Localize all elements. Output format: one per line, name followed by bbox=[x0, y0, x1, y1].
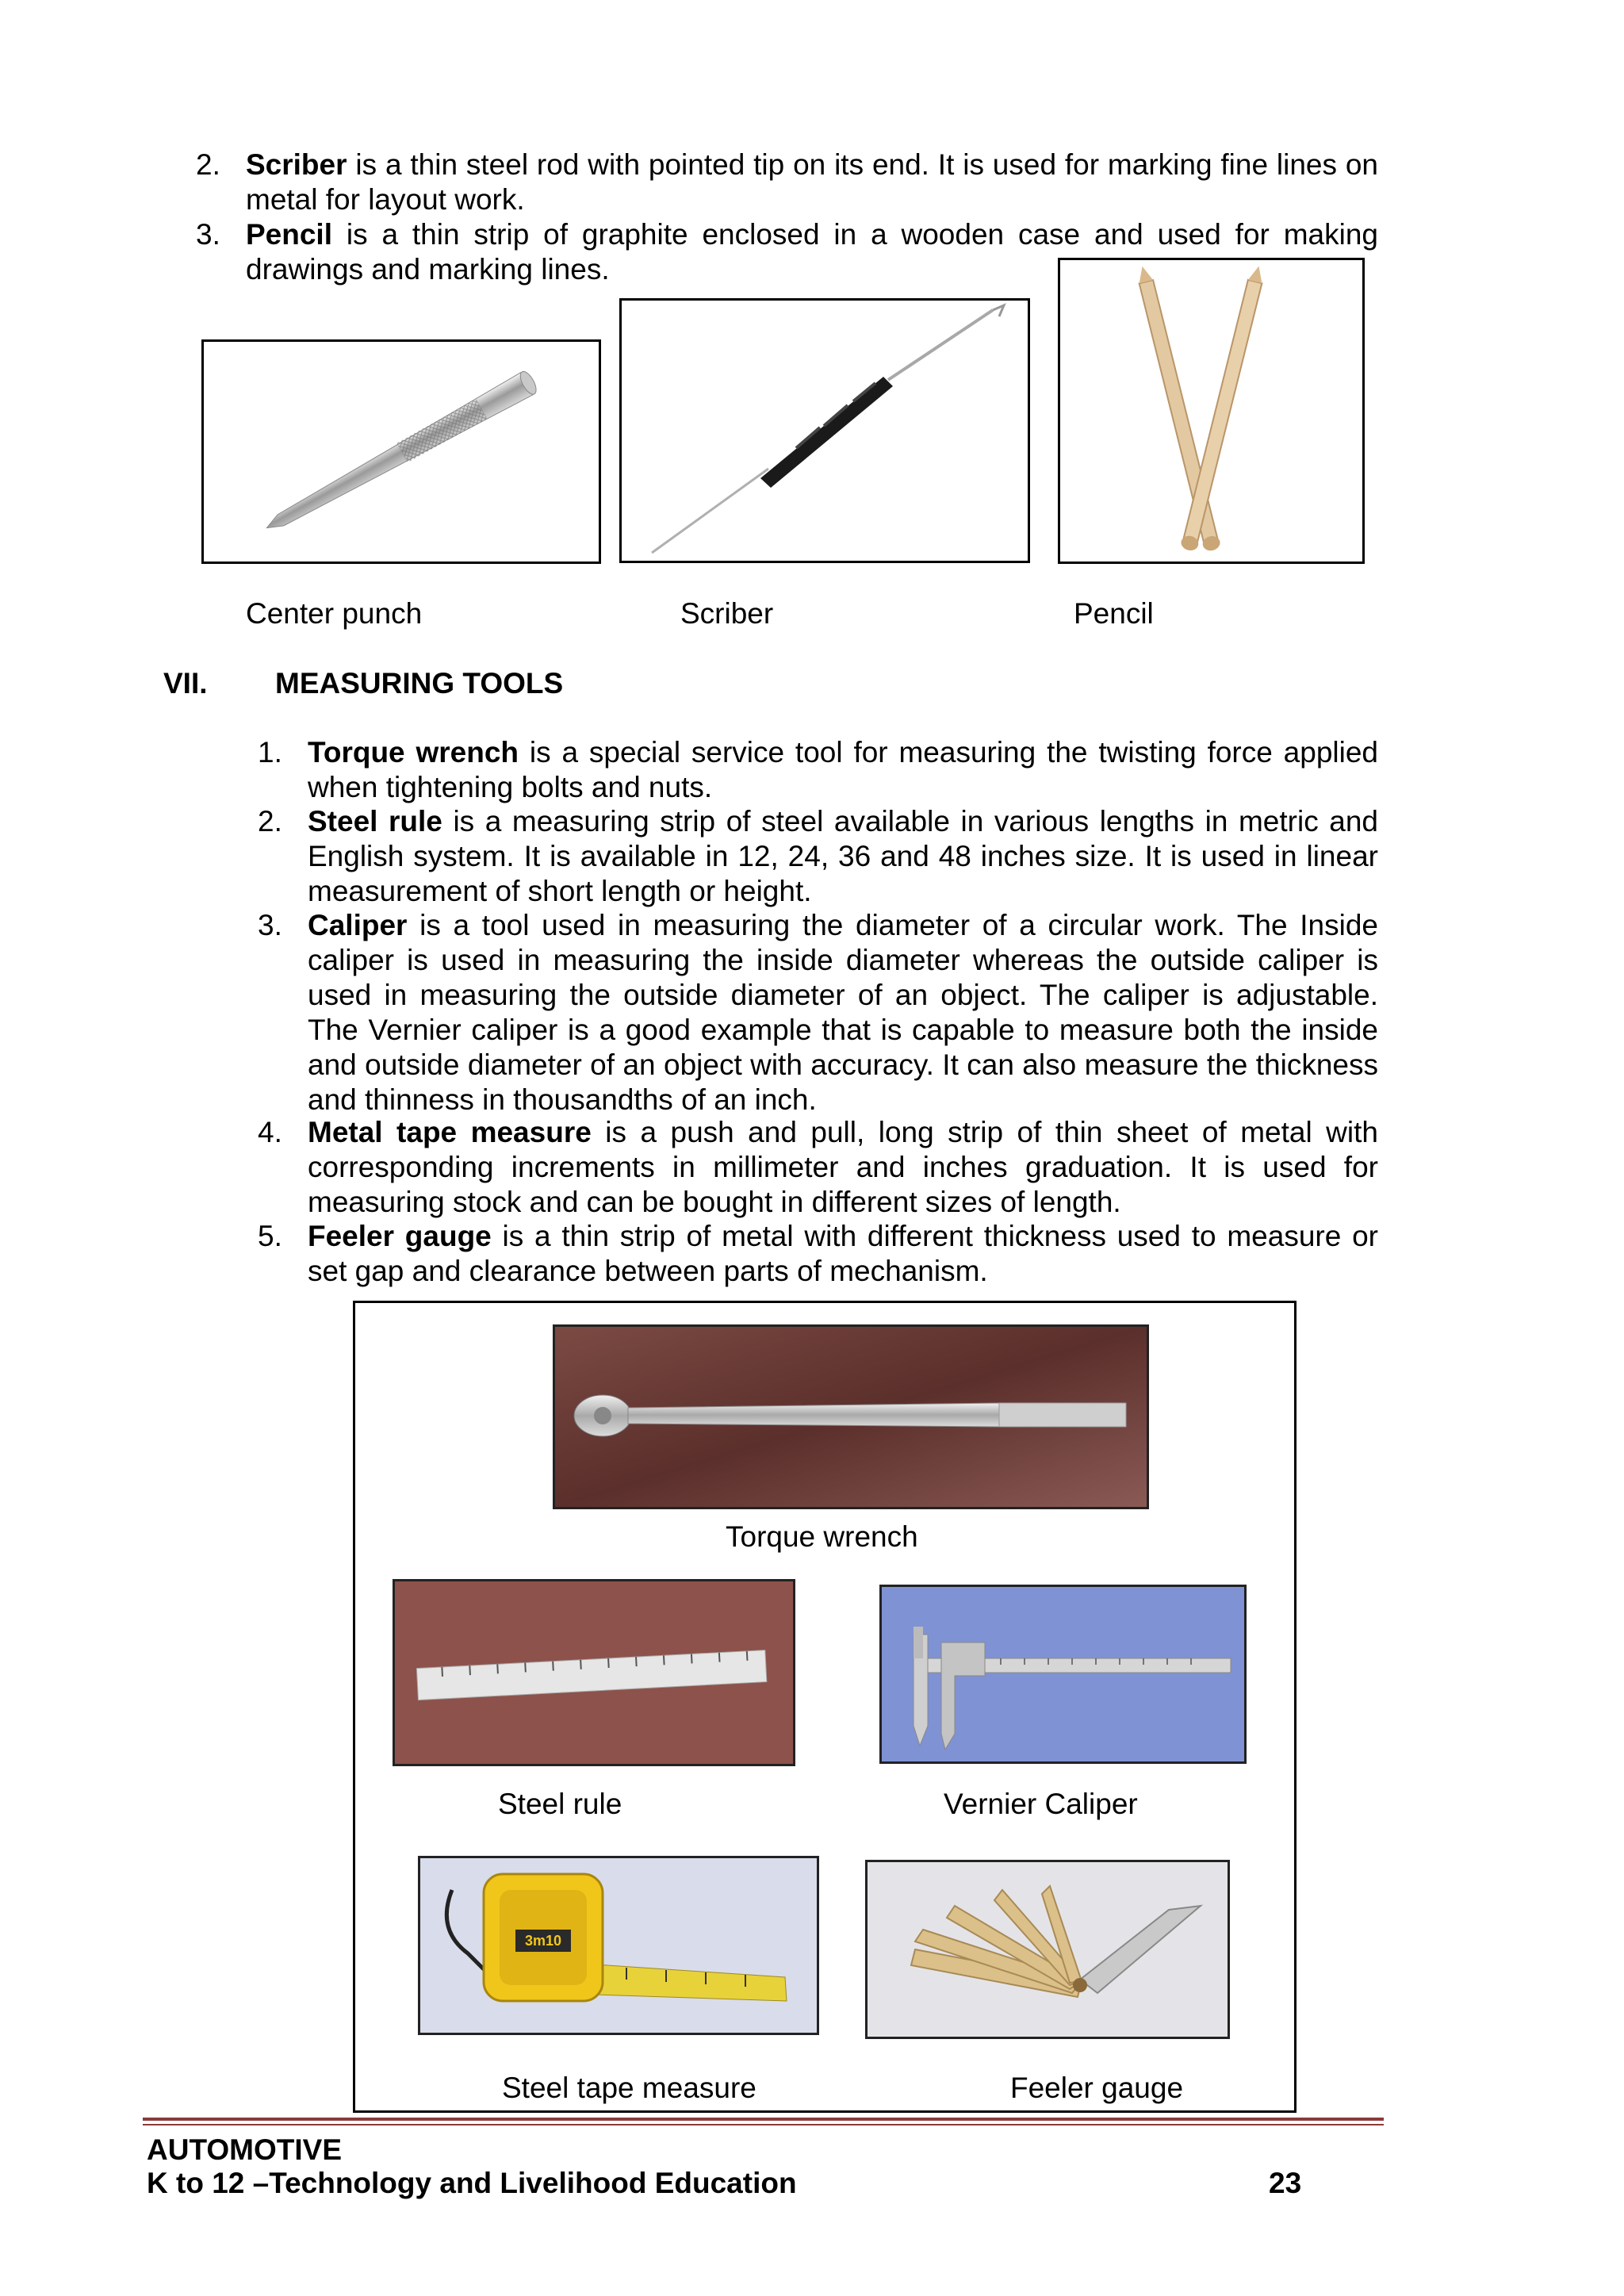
caption-steel-rule: Steel rule bbox=[498, 1788, 622, 1820]
footer-course: K to 12 –Technology and Livelihood Education bbox=[147, 2167, 797, 2199]
steel-rule-image bbox=[393, 1579, 795, 1766]
definition-metal-tape-measure: is a push and pull, long strip of thin sheet of metal with corresponding increments in millimeter and inches graduation. It is used for measuring stock and can be bought in different sizes of length. bbox=[308, 1116, 1378, 1218]
tape-brand-label: 3m10 bbox=[524, 1933, 562, 1949]
list-item-scriber bbox=[246, 148, 1378, 217]
definition-feeler-gauge: is a thin strip of metal with different thickness used to measure or set gap and clearance between parts of mechanism. bbox=[308, 1220, 1378, 1287]
center-punch-image bbox=[201, 339, 601, 564]
list-number: 3. bbox=[258, 909, 282, 941]
list-number: 1. bbox=[258, 736, 282, 769]
list-item-feeler-gauge bbox=[308, 1219, 1378, 1289]
term-torque-wrench: Torque wrench bbox=[308, 736, 519, 769]
caption-center-punch: Center punch bbox=[246, 597, 423, 630]
term-steel-rule: Steel rule bbox=[308, 805, 442, 838]
definition-scriber: is a thin steel rod with pointed tip on its end. It is used for marking fine lines on metal for layout work. bbox=[246, 148, 1378, 216]
caption-pencil: Pencil bbox=[1074, 597, 1154, 630]
definition-caliper: is a tool used in measuring the diameter of a circular work. The Inside caliper is used in measuring the inside diameter whereas the outside caliper is used in measuring the outside diameter of an object. The caliper is adjustable. The Vernier caliper is a good example that is capable to measure both the inside and outside diameter of an object with accuracy. It can also measure the thickness and thinness in thousandths of an inch. bbox=[308, 909, 1378, 1116]
list-number: 4. bbox=[258, 1116, 282, 1148]
list-item-metal-tape-measure bbox=[308, 1115, 1378, 1220]
feeler-gauge-image bbox=[865, 1860, 1230, 2039]
term-feeler-gauge: Feeler gauge bbox=[308, 1220, 492, 1252]
definition-pencil: is a thin strip of graphite enclosed in a wooden case and used for making drawings and marking lines. bbox=[246, 218, 1378, 286]
list-number: 2. bbox=[196, 148, 220, 181]
footer-rule-bottom bbox=[143, 2124, 1384, 2125]
term-metal-tape-measure: Metal tape measure bbox=[308, 1116, 592, 1148]
term-caliper: Caliper bbox=[308, 909, 408, 941]
pencil-image bbox=[1058, 258, 1365, 564]
list-item-steel-rule bbox=[308, 804, 1378, 909]
term-pencil: Pencil bbox=[246, 218, 332, 251]
caption-torque-wrench: Torque wrench bbox=[726, 1520, 918, 1553]
footer-subject: AUTOMOTIVE bbox=[147, 2133, 342, 2166]
list-number: 2. bbox=[258, 805, 282, 838]
definition-steel-rule: is a measuring strip of steel available in various lengths in metric and English system. It is available in 12, 24, 36 and 48 inches size. It is used in linear measurement of short length or height. bbox=[308, 805, 1379, 907]
list-number: 5. bbox=[258, 1220, 282, 1252]
section-numeral: VII. bbox=[163, 667, 208, 700]
footer-rule-top bbox=[143, 2118, 1384, 2121]
measuring-tools-figure bbox=[353, 1301, 1297, 2113]
caption-scriber: Scriber bbox=[680, 597, 774, 630]
scriber-image bbox=[619, 298, 1030, 563]
list-item-torque-wrench bbox=[308, 735, 1378, 805]
steel-tape-measure-image bbox=[418, 1856, 819, 2035]
caption-feeler-gauge: Feeler gauge bbox=[1010, 2072, 1184, 2104]
list-item-caliper bbox=[308, 908, 1378, 1117]
vernier-caliper-image bbox=[879, 1585, 1247, 1764]
torque-wrench-image bbox=[553, 1324, 1149, 1509]
caption-steel-tape-measure: Steel tape measure bbox=[502, 2072, 756, 2104]
section-title: MEASURING TOOLS bbox=[275, 667, 564, 700]
definition-torque-wrench: is a special service tool for measuring the twisting force applied when tightening bolts and nuts. bbox=[308, 736, 1379, 803]
term-scriber: Scriber bbox=[246, 148, 347, 181]
list-number: 3. bbox=[196, 218, 220, 251]
page-number: 23 bbox=[1269, 2167, 1302, 2199]
caption-vernier-caliper: Vernier Caliper bbox=[944, 1788, 1138, 1820]
